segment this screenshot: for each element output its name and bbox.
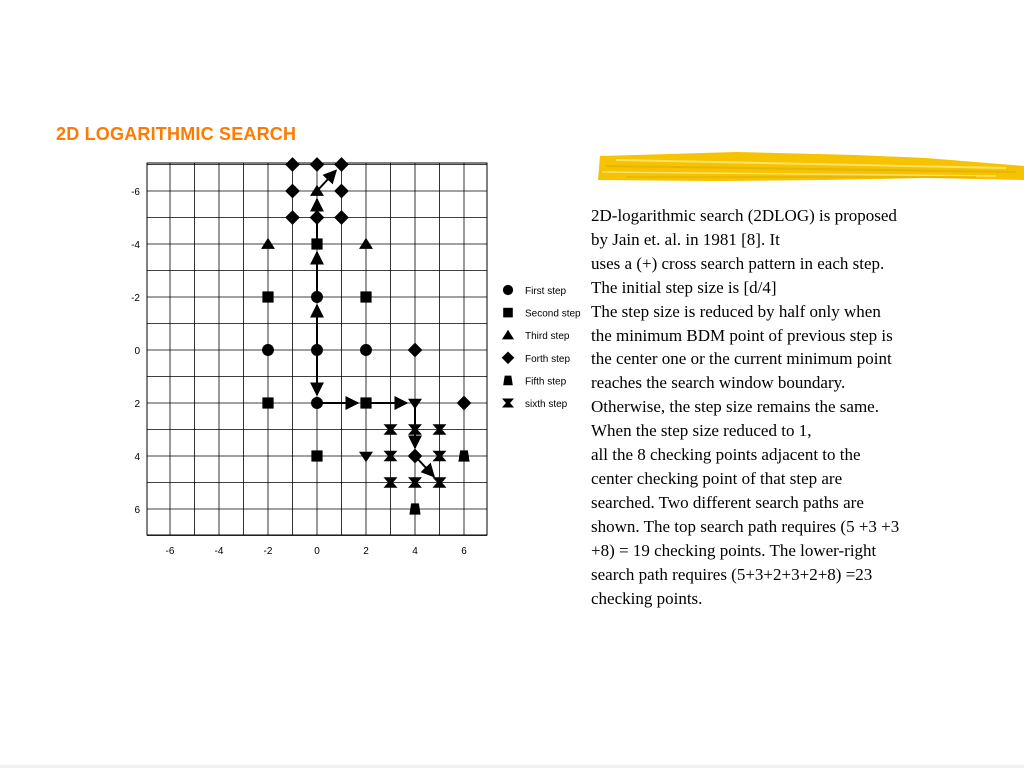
circle-point-marker [311, 291, 323, 303]
description-line: The initial step size is [d/4] [591, 277, 777, 297]
x-tick-label: 6 [461, 546, 467, 557]
description-line: The step size is reduced by half only when [591, 301, 881, 321]
slide-title: 2D LOGARITHMIC SEARCH [56, 124, 297, 144]
diamond-point-marker [334, 210, 349, 225]
square-point-marker [262, 397, 273, 408]
description-line: When the step size reduced to 1, [591, 421, 812, 441]
diamond-point-marker [334, 157, 349, 172]
y-tick-label: -4 [131, 240, 140, 251]
square-point-marker [311, 450, 322, 461]
description-line: center checking point of that step are [591, 468, 843, 488]
search-diagram [0, 0, 600, 600]
legend [502, 285, 581, 410]
y-tick-label: 4 [134, 452, 140, 463]
description-line: searched. Two different search paths are [591, 492, 864, 512]
legend-label: First step [525, 286, 567, 297]
triangle-point-marker [261, 238, 275, 249]
legend-label: sixth step [525, 399, 568, 410]
legend-circle-marker [503, 285, 513, 295]
diamond-point-marker [285, 210, 300, 225]
diamond-point-marker [285, 157, 300, 172]
y-tick-label: -2 [131, 293, 140, 304]
tick-labels [131, 187, 467, 557]
top-path-segment [317, 170, 336, 191]
description-line: +8) = 19 checking points. The lower-right [591, 540, 877, 560]
diamond-point-marker [334, 184, 349, 199]
description-text [591, 204, 971, 610]
description-line: uses a (+) cross search pattern in each step. [591, 253, 885, 273]
diamond-point-marker [408, 343, 423, 358]
description-line: checking points. [591, 588, 703, 608]
x-tick-label: 4 [412, 546, 418, 557]
circle-point-marker [262, 344, 274, 356]
description-line: search path requires (5+3+2+3+2+8) =23 [591, 564, 873, 584]
legend-label: Second step [525, 308, 581, 320]
legend-label: Third step [525, 331, 570, 343]
circle-point-marker [360, 344, 372, 356]
legend-diamond-marker [502, 352, 515, 365]
legend-square-marker [503, 308, 513, 318]
x-tick-label: -4 [214, 546, 224, 557]
x-tick-label: 0 [314, 546, 320, 557]
yellow-brush-stroke [596, 150, 1024, 186]
description-line: Otherwise, the step size remains the same. [591, 397, 879, 417]
y-tick-label: 2 [134, 399, 140, 410]
description-line: reaches the search window boundary. [591, 373, 846, 393]
description-line: 2D-logarithmic search (2DLOG) is proposed [591, 206, 897, 225]
y-tick-label: -6 [131, 187, 140, 198]
diamond-point-marker [457, 396, 472, 411]
x-tick-label: -6 [165, 546, 175, 557]
triangle-point-marker [359, 238, 373, 249]
tridown-point-marker [359, 452, 373, 463]
tridown-point-marker [408, 399, 422, 410]
legend-label: Fifth step [525, 376, 567, 388]
y-tick-label: 6 [134, 505, 140, 516]
square-point-marker [262, 291, 273, 302]
legend-bowtie-marker [502, 399, 514, 408]
description-line: by Jain et. al. in 1981 [8]. It [591, 229, 780, 249]
description-line: the minimum BDM point of previous step is [591, 325, 893, 345]
diamond-point-marker [310, 157, 325, 172]
tab-point-marker [409, 503, 420, 514]
circle-point-marker [311, 397, 323, 409]
y-tick-label: 0 [134, 346, 140, 357]
x-tick-label: -2 [263, 546, 273, 557]
square-point-marker [311, 238, 322, 249]
legend-triangle-marker [502, 330, 514, 340]
description-line: the center one or the current minimum point [591, 349, 892, 369]
circle-point-marker [311, 344, 323, 356]
square-point-marker [360, 291, 371, 302]
diamond-point-marker [285, 184, 300, 199]
tab-point-marker [458, 450, 469, 461]
square-point-marker [360, 397, 371, 408]
x-tick-label: 2 [363, 546, 369, 557]
description-line: all the 8 checking points adjacent to the [591, 445, 861, 465]
legend-tab-marker [503, 376, 513, 386]
legend-label: Forth step [525, 353, 571, 365]
description-line: shown. The top search path requires (5 +3 +3 [591, 516, 900, 536]
diamond-point-marker [310, 210, 325, 225]
